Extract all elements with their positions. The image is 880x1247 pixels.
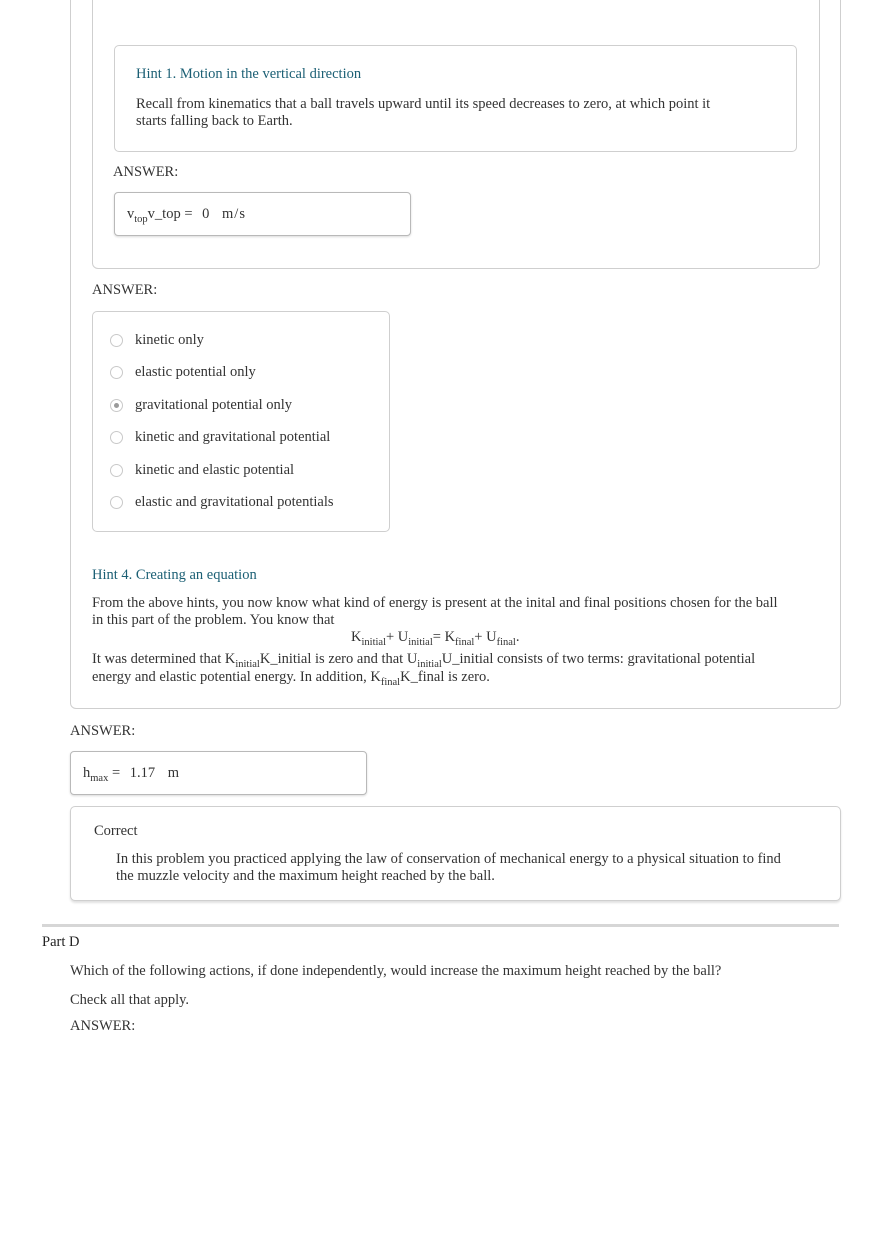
radio-button[interactable] (110, 334, 123, 347)
hint4-line1: From the above hints, you now know what kind of energy is present at the inital and final positions chosen for the ball (92, 595, 778, 611)
radio-option-kinetic-elastic[interactable] (110, 460, 294, 480)
answer-label-energy: ANSWER: (92, 282, 158, 298)
feedback-line2: the muzzle velocity and the maximum height reached by the ball. (116, 868, 495, 884)
radio-label: elastic and gravitational potentials (135, 493, 334, 510)
vtop-symbol: v (127, 206, 135, 222)
partD-question: Which of the following actions, if done independently, would increase the maximum height reached by the ball? (70, 963, 722, 979)
radio-option-gravitational-only[interactable] (110, 395, 292, 415)
hmax-symbol: h (83, 765, 91, 781)
answer-label-hmax: ANSWER: (70, 723, 136, 739)
partD-answer-label: ANSWER: (70, 1018, 136, 1034)
radio-button[interactable] (110, 464, 123, 477)
part-divider (42, 924, 839, 927)
radio-label: kinetic and elastic potential (135, 461, 295, 478)
hmax-equals: = (108, 765, 121, 781)
vtop-expression (127, 206, 246, 225)
radio-label: kinetic only (135, 331, 204, 348)
hint1-body-line2: starts falling back to Earth. (136, 113, 293, 129)
radio-button[interactable] (110, 496, 123, 509)
partD-instruction: Check all that apply. (70, 992, 190, 1008)
feedback-line1: In this problem you practiced applying the law of conservation of mechanical energy to a physical situation to find (116, 851, 781, 867)
hint1-body-line1: Recall from kinematics that a ball travels upward until its speed decreases to zero, at which point it (136, 96, 711, 112)
radio-button[interactable] (110, 431, 123, 444)
radio-button[interactable] (110, 366, 123, 379)
energy-equation: $K_{initial}+ U_{initial}= K_{final}+ U_{final}$. (351, 629, 520, 648)
partD-title[interactable]: Part D (42, 934, 80, 950)
hmax-unit: m (167, 765, 180, 781)
vtop-answer-field[interactable] (114, 192, 411, 236)
vtop-sub: top (134, 214, 148, 225)
hmax-value: 1.17 (129, 765, 156, 781)
hint1-body (136, 96, 776, 130)
radio-button-selected[interactable] (110, 399, 123, 412)
radio-option-kinetic-only[interactable] (110, 330, 204, 350)
feedback-box (70, 806, 841, 901)
hint1-box (114, 45, 797, 152)
vtop-unit: m/s (222, 206, 246, 222)
feedback-status: Correct (94, 823, 138, 839)
feedback-message (116, 851, 816, 885)
radio-option-kinetic-gravitational[interactable] (110, 427, 330, 447)
hmax-answer-field[interactable] (70, 751, 367, 795)
radio-label: gravitational potential only (135, 396, 293, 413)
hmax-sub: max (90, 773, 109, 784)
hmax-expression (83, 765, 179, 784)
vtop-value: 0 (202, 206, 210, 222)
vtop-alt-text: v_top (147, 206, 181, 222)
radio-label: elastic potential only (135, 363, 256, 380)
radio-label: kinetic and gravitational potential (135, 428, 331, 445)
radio-option-elastic-only[interactable] (110, 362, 256, 382)
answer-label-vtop: ANSWER: (113, 164, 179, 180)
hint1-title[interactable]: Hint 1. Motion in the vertical direction (136, 66, 362, 82)
hint4-line3: It was determined that $K_{initial}K\_initial$ is zero and that $U_{initial}U\_initial$ consists of two terms: gravitational potential (92, 651, 756, 670)
vtop-equals: = (180, 206, 193, 222)
hint4-line2: in this part of the problem. You know that (92, 612, 335, 628)
hint4-body (92, 595, 822, 629)
hint4-line4: energy and elastic potential energy. In addition, $K_{final}K\_final$ is zero. (92, 669, 490, 688)
radio-option-elastic-gravitational[interactable] (110, 492, 334, 512)
hint4-title[interactable]: Hint 4. Creating an equation (92, 567, 257, 583)
